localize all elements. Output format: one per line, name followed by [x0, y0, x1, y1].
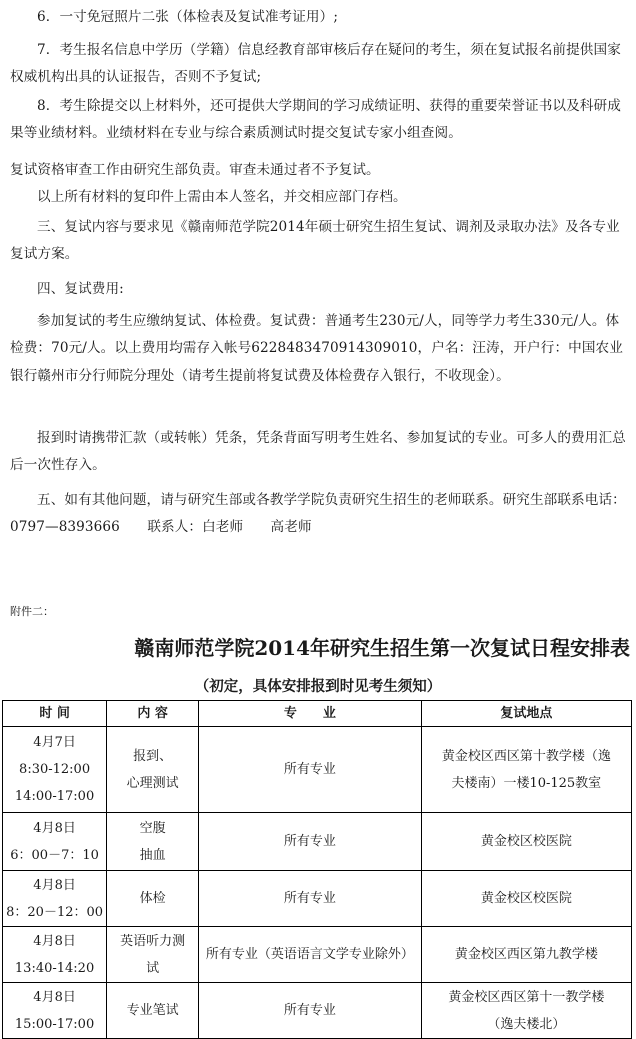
time-date: 4月8日 — [33, 933, 76, 949]
cell-location: 黄金校区西区第九教学楼 — [421, 927, 631, 983]
cell-major: 所有专业 — [199, 983, 421, 1039]
attachment-note: 附件二： — [10, 605, 54, 618]
cell-content — [107, 727, 199, 813]
content-line: 试 — [146, 960, 160, 976]
paragraph-review: 复试资格审查工作由研究生部负责。审查未通过者不予复试。 — [10, 162, 380, 178]
location-line: 夫楼南）一楼10-125教室 — [451, 775, 602, 791]
time-range: 8：20－12：00 — [6, 904, 104, 920]
time-range: 13:40-14:20 — [14, 960, 95, 976]
table-header-row — [3, 701, 632, 727]
cell-content: 专业笔试 — [107, 983, 199, 1039]
header-content: 内 容 — [107, 701, 199, 727]
location-line: 黄金校区西区第十一教学楼 — [448, 989, 605, 1005]
paragraph-section-3: 三、复试内容与要求见《赣南师范学院2014年硕士研究生招生复试、调剂及录取办法》及各专业复试方案。 — [10, 219, 620, 263]
table-row — [3, 813, 632, 871]
cell-time — [3, 813, 107, 871]
cell-time — [3, 927, 107, 983]
location-line: 黄金校区西区第十教学楼（逸 — [441, 748, 611, 764]
cell-content — [107, 813, 199, 871]
time-range: 15:00-17:00 — [14, 1016, 95, 1032]
time-range: 6：00－7：10 — [10, 847, 99, 863]
cell-location: 黄金校区校医院 — [421, 871, 631, 927]
paragraph-section-4: 四、复试费用: — [37, 281, 124, 297]
content-line: 英语听力测 — [120, 933, 186, 949]
page-subtitle: （初定，具体安排报到时见考生须知） — [194, 678, 442, 695]
paragraph-fees: 参加复试的考生应缴纳复试、体检费。复试费：普通考生230元/人，同等学力考生330元/人。体检费：70元/人。以上费用均需存入帐号6228483470914309010，户名：汪涛，开户行：中国农业银行赣州市分行师院分理处（请考生提前将复试费及体检费存入银行，不收现金）。 — [10, 313, 623, 384]
cell-content: 体检 — [107, 871, 199, 927]
time-date: 4月8日 — [33, 877, 76, 893]
table-row — [3, 983, 632, 1039]
paragraph-item-8: 8．考生除提交以上材料外，还可提供大学期间的学习成绩证明、获得的重要荣誉证书以及科研成果等业绩材料。业绩材料在专业与综合素质测试时提交复试专家小组查阅。 — [10, 98, 621, 142]
table-row — [3, 927, 632, 983]
cell-location — [421, 983, 631, 1039]
cell-time — [3, 727, 107, 813]
location-line: （逸夫楼北） — [487, 1016, 566, 1032]
content-line: 心理测试 — [126, 775, 179, 791]
page-title: 赣南师范学院2014年研究生招生第一次复试日程安排表 — [134, 636, 630, 660]
time-date: 4月8日 — [33, 989, 76, 1005]
paragraph-signature: 以上所有材料的复印件上需由本人签名，并交相应部门存档。 — [37, 189, 407, 205]
cell-location: 黄金校区校医院 — [421, 813, 631, 871]
cell-time — [3, 871, 107, 927]
paragraph-section-5: 五、如有其他问题，请与研究生部或各教学学院负责研究生招生的老师联系。研究生部联系电话：0797—8393666 联系人：白老师 高老师 — [10, 492, 626, 536]
cell-content — [107, 927, 199, 983]
content-line: 空腹 — [139, 820, 166, 836]
schedule-table — [2, 700, 632, 1039]
paragraph-receipt: 报到时请携带汇款（或转帐）凭条，凭条背面写明考生姓名、参加复试的专业。可多人的费用汇总后一次性存入。 — [10, 430, 626, 474]
time-date: 4月8日 — [33, 820, 76, 836]
cell-location — [421, 727, 631, 813]
content-line: 报到、 — [133, 748, 173, 764]
cell-major: 所有专业 — [199, 871, 421, 927]
cell-major: 所有专业（英语语言文学专业除外） — [199, 927, 421, 983]
paragraph-item-6: 6．一寸免冠照片二张（体检表及复试准考证用）; — [37, 9, 338, 25]
table-row — [3, 727, 632, 813]
paragraph-item-7: 7．考生报名信息中学历（学籍）信息经教育部审核后存在疑问的考生，须在复试报名前提供国家权威机构出具的认证报告，否则不予复试; — [10, 42, 621, 86]
content-line: 抽血 — [139, 847, 166, 863]
header-major: 专 业 — [199, 701, 421, 727]
header-time: 时 间 — [3, 701, 107, 727]
cell-major: 所有专业 — [199, 727, 421, 813]
header-location: 复试地点 — [421, 701, 631, 727]
time-range: 8:30-12:00 — [19, 762, 91, 777]
table-row — [3, 871, 632, 927]
time-range: 14:00-17:00 — [14, 789, 95, 804]
cell-major: 所有专业 — [199, 813, 421, 871]
cell-time — [3, 983, 107, 1039]
time-date: 4月7日 — [33, 735, 76, 750]
